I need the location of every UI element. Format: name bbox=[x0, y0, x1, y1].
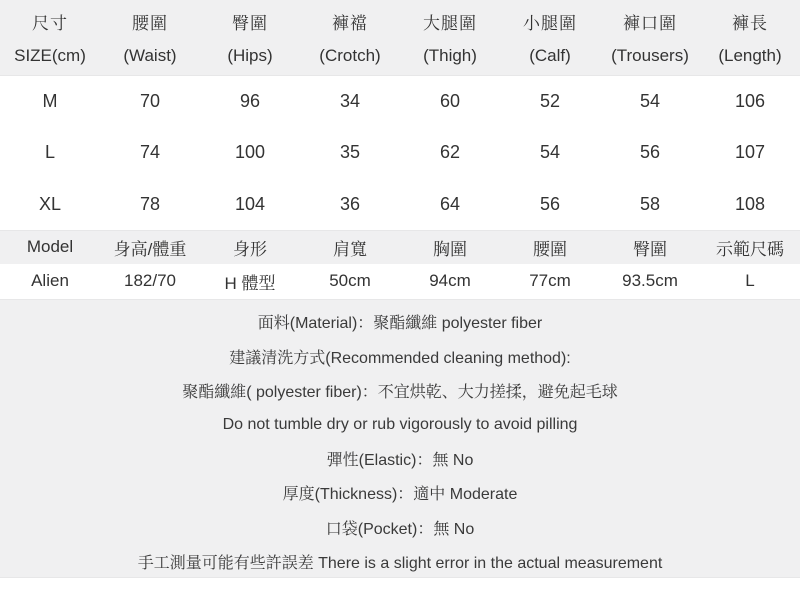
size-table-body bbox=[0, 76, 800, 230]
header-en: (Hips) bbox=[227, 46, 273, 65]
header-cell-waist bbox=[100, 0, 200, 75]
size-cell: 78 bbox=[139, 193, 161, 214]
size-label: XL bbox=[38, 193, 62, 214]
model-value-cell: 77cm bbox=[529, 271, 571, 291]
model-value-cell: 93.5cm bbox=[622, 271, 678, 291]
header-en: (Length) bbox=[718, 46, 782, 65]
model-value-cell: Alien bbox=[31, 271, 69, 291]
model-header-cell: 身形 bbox=[233, 239, 267, 259]
note-cleaning-zh: 聚酯纖維( polyester fiber)：不宜烘乾、大力搓揉，避免起毛球 bbox=[182, 383, 618, 401]
header-zh: 小腿圍 bbox=[523, 14, 577, 33]
size-cell: 34 bbox=[339, 91, 361, 112]
note-cleaning-en: Do not tumble dry or rub vigorously to avoid pilling bbox=[222, 415, 578, 433]
model-header-cell: 身高/體重 bbox=[113, 239, 187, 259]
table-row-l bbox=[0, 127, 800, 178]
size-label: M bbox=[42, 91, 58, 112]
size-cell: 70 bbox=[139, 91, 161, 112]
model-header-cell: Model bbox=[26, 237, 74, 257]
header-zh: 尺寸 bbox=[32, 14, 68, 33]
size-cell: 107 bbox=[734, 142, 766, 163]
header-zh: 腰圍 bbox=[132, 14, 168, 33]
header-cell-length bbox=[700, 0, 800, 75]
size-cell: 74 bbox=[139, 142, 161, 163]
header-zh: 臀圍 bbox=[232, 14, 268, 33]
size-cell: 62 bbox=[439, 142, 461, 163]
size-cell: 54 bbox=[639, 91, 661, 112]
header-en: (Crotch) bbox=[319, 46, 381, 65]
note-cleaning-method-title: 建議清洗方式(Recommended cleaning method): bbox=[229, 349, 571, 367]
model-header-cell: 示範尺碼 bbox=[716, 239, 784, 259]
table-row-xl bbox=[0, 179, 800, 230]
header-cell-thigh bbox=[400, 0, 500, 75]
model-header-row bbox=[0, 230, 800, 264]
model-value-cell: L bbox=[745, 271, 755, 291]
header-zh: 大腿圍 bbox=[423, 14, 477, 33]
size-cell: 52 bbox=[539, 91, 561, 112]
header-cell-calf bbox=[500, 0, 600, 75]
header-en: (Calf) bbox=[529, 46, 571, 65]
size-cell: 64 bbox=[439, 193, 461, 214]
size-cell: 56 bbox=[539, 193, 561, 214]
note-thickness: 厚度(Thickness)：適中 Moderate bbox=[282, 486, 518, 504]
header-cell-hips bbox=[200, 0, 300, 75]
header-zh: 褲襠 bbox=[332, 14, 368, 33]
size-cell: 54 bbox=[539, 142, 561, 163]
size-cell: 108 bbox=[734, 193, 766, 214]
bottom-whitespace bbox=[0, 578, 800, 616]
header-zh: 褲長 bbox=[732, 14, 768, 33]
size-cell: 106 bbox=[734, 91, 766, 112]
note-pocket: 口袋(Pocket)：無 No bbox=[325, 520, 475, 538]
header-cell-size bbox=[0, 0, 100, 75]
model-header-cell: 肩寬 bbox=[333, 239, 367, 259]
note-measurement-disclaimer: 手工測量可能有些許誤差 There is a slight error in the actual measurement bbox=[137, 554, 663, 572]
model-value-cell: 94cm bbox=[429, 271, 471, 291]
model-value-cell: 50cm bbox=[329, 271, 371, 291]
size-label: L bbox=[44, 142, 55, 163]
header-en: (Waist) bbox=[123, 46, 177, 65]
model-header-cell: 胸圍 bbox=[433, 239, 467, 259]
header-zh: 褲口圍 bbox=[623, 14, 677, 33]
model-header-cell: 臀圍 bbox=[633, 239, 667, 259]
size-cell: 58 bbox=[639, 193, 661, 214]
size-cell: 96 bbox=[239, 91, 261, 112]
model-value-cell: 182/70 bbox=[124, 271, 176, 291]
model-value-row bbox=[0, 264, 800, 299]
size-cell: 35 bbox=[339, 142, 361, 163]
header-en: SIZE(cm) bbox=[14, 46, 86, 65]
size-table-header bbox=[0, 0, 800, 76]
model-header-cell: 腰圍 bbox=[533, 239, 567, 259]
size-cell: 100 bbox=[234, 142, 266, 163]
size-cell: 104 bbox=[234, 193, 266, 214]
note-elastic: 彈性(Elastic)：無 No bbox=[326, 452, 474, 470]
product-notes bbox=[0, 299, 800, 578]
size-cell: 56 bbox=[639, 142, 661, 163]
header-cell-trousers-opening bbox=[600, 0, 700, 75]
header-en: (Trousers) bbox=[611, 46, 689, 65]
table-row-m bbox=[0, 76, 800, 127]
model-value-cell: H 體型 bbox=[224, 273, 276, 293]
size-cell: 36 bbox=[339, 193, 361, 214]
size-cell: 60 bbox=[439, 91, 461, 112]
note-material: 面料(Material)：聚酯纖維 polyester fiber bbox=[257, 315, 543, 333]
header-en: (Thigh) bbox=[423, 46, 477, 65]
header-cell-crotch bbox=[300, 0, 400, 75]
